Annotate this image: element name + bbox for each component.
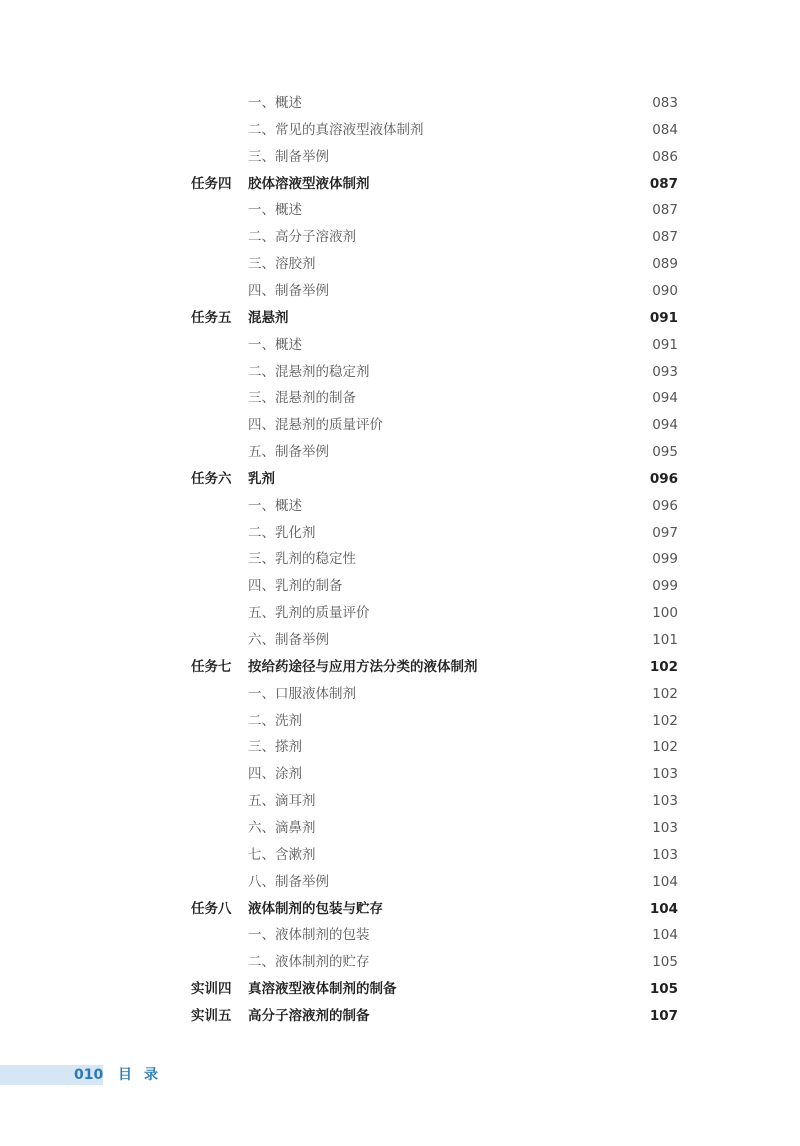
toc-entry-page-number: 086	[652, 148, 678, 165]
toc-section-entry[interactable]	[0, 520, 800, 547]
toc-section-entry[interactable]	[0, 493, 800, 520]
toc-chapter-entry[interactable]	[0, 976, 800, 1003]
toc-entry-title: 胶体溶液型液体制剂	[248, 175, 370, 192]
toc-entry-page-number: 102	[652, 712, 678, 729]
toc-entry-title: 三、乳剂的稳定性	[248, 551, 356, 568]
toc-chapter-entry[interactable]	[0, 896, 800, 923]
toc-entry-page-number: 104	[652, 927, 678, 944]
toc-entry-title: 三、混悬剂的制备	[248, 390, 356, 407]
toc-chapter-entry[interactable]	[0, 654, 800, 681]
toc-entry-page-number: 096	[649, 470, 678, 487]
toc-entry-prefix: 实训四	[191, 981, 232, 998]
toc-section-entry[interactable]	[0, 815, 800, 842]
toc-section-entry[interactable]	[0, 600, 800, 627]
toc-section-entry[interactable]	[0, 573, 800, 600]
toc-entry-title: 二、洗剂	[248, 712, 302, 729]
toc-entry-page-number: 102	[649, 658, 678, 675]
toc-section-entry[interactable]	[0, 332, 800, 359]
toc-entry-title: 一、概述	[248, 202, 302, 219]
toc-entry-page-number: 095	[652, 444, 678, 461]
toc-chapter-entry[interactable]	[0, 1003, 800, 1030]
toc-entry-page-number: 090	[652, 282, 678, 299]
toc-section-entry[interactable]	[0, 788, 800, 815]
toc-entry-title: 一、概述	[248, 95, 302, 111]
toc-entry-page-number: 083	[652, 95, 678, 111]
toc-entry-prefix: 实训五	[191, 1007, 232, 1024]
toc-entry-page-number: 099	[652, 551, 678, 568]
toc-entry-page-number: 103	[652, 846, 678, 863]
toc-entry-prefix: 任务四	[191, 175, 232, 192]
toc-section-entry[interactable]	[0, 117, 800, 144]
toc-section-entry[interactable]	[0, 412, 800, 439]
toc-entry-page-number: 089	[652, 256, 678, 273]
toc-entry-title: 一、液体制剂的包装	[248, 927, 370, 944]
toc-section-entry[interactable]	[0, 734, 800, 761]
toc-entry-title: 二、乳化剂	[248, 524, 316, 541]
toc-entry-page-number: 091	[649, 309, 678, 326]
toc-entry-page-number: 102	[652, 685, 678, 702]
toc-entry-page-number: 094	[652, 417, 678, 434]
toc-entry-page-number: 107	[649, 1007, 678, 1024]
toc-chapter-entry[interactable]	[0, 466, 800, 493]
toc-section-entry[interactable]	[0, 197, 800, 224]
toc-entry-page-number: 097	[652, 524, 678, 541]
toc-entry-title: 三、溶胶剂	[248, 256, 316, 273]
footer-section-title: 目录	[118, 1067, 170, 1083]
toc-entry-title: 混悬剂	[248, 309, 289, 326]
toc-entry-title: 乳剂	[248, 470, 275, 487]
toc-entry-title: 液体制剂的包装与贮存	[248, 900, 383, 917]
toc-entry-page-number: 100	[652, 605, 678, 622]
toc-entry-title: 按给药途径与应用方法分类的液体制剂	[248, 658, 478, 675]
toc-entry-title: 四、乳剂的制备	[248, 578, 343, 595]
toc-section-entry[interactable]	[0, 761, 800, 788]
toc-section-entry[interactable]	[0, 842, 800, 869]
toc-section-entry[interactable]	[0, 627, 800, 654]
toc-entry-page-number: 099	[652, 578, 678, 595]
toc-entry-title: 一、概述	[248, 497, 302, 514]
toc-section-entry[interactable]	[0, 546, 800, 573]
toc-section-entry[interactable]	[0, 278, 800, 305]
toc-entry-title: 六、制备举例	[248, 632, 329, 648]
toc-section-entry[interactable]	[0, 949, 800, 976]
toc-section-entry[interactable]	[0, 90, 800, 117]
toc-entry-page-number: 103	[652, 793, 678, 810]
toc-entry-title: 五、滴耳剂	[248, 793, 316, 810]
toc-entry-page-number: 105	[652, 954, 678, 971]
toc-entry-title: 一、口服液体制剂	[248, 685, 356, 702]
toc-entry-page-number: 101	[652, 632, 678, 648]
toc-section-entry[interactable]	[0, 359, 800, 386]
toc-entry-prefix: 任务八	[191, 900, 232, 917]
toc-section-entry[interactable]	[0, 144, 800, 171]
toc-chapter-entry[interactable]	[0, 305, 800, 332]
toc-entry-title: 高分子溶液剂的制备	[248, 1007, 370, 1024]
toc-entry-title: 七、含漱剂	[248, 846, 316, 863]
toc-entry-title: 三、搽剂	[248, 739, 302, 756]
toc-entry-prefix: 任务六	[191, 470, 232, 487]
toc-entry-title: 二、常见的真溶液型液体制剂	[248, 121, 424, 138]
toc-entry-page-number: 087	[649, 175, 678, 192]
toc-section-entry[interactable]	[0, 385, 800, 412]
toc-entry-page-number: 103	[652, 819, 678, 836]
toc-entry-title: 二、液体制剂的贮存	[248, 954, 370, 971]
toc-entry-prefix: 任务五	[191, 309, 232, 326]
toc-entry-title: 八、制备举例	[248, 873, 329, 890]
toc-entry-prefix: 任务七	[191, 658, 232, 675]
toc-section-entry[interactable]	[0, 681, 800, 708]
toc-chapter-entry[interactable]	[0, 171, 800, 198]
toc-entry-title: 真溶液型液体制剂的制备	[248, 981, 397, 998]
toc-section-entry[interactable]	[0, 869, 800, 896]
toc-entry-title: 二、高分子溶液剂	[248, 229, 356, 246]
toc-entry-page-number: 102	[652, 739, 678, 756]
footer-page-number: 010	[74, 1067, 104, 1083]
toc-entry-page-number: 096	[652, 497, 678, 514]
toc-section-entry[interactable]	[0, 922, 800, 949]
toc-section-entry[interactable]	[0, 439, 800, 466]
toc-entry-page-number: 104	[652, 873, 678, 890]
toc-entry-page-number: 104	[649, 900, 678, 917]
toc-section-entry[interactable]	[0, 224, 800, 251]
toc-entry-page-number: 093	[652, 363, 678, 380]
toc-entry-title: 五、乳剂的质量评价	[248, 605, 370, 622]
toc-entry-page-number: 091	[652, 336, 678, 353]
toc-section-entry[interactable]	[0, 251, 800, 278]
toc-entry-page-number: 103	[652, 766, 678, 783]
toc-entry-page-number: 084	[652, 121, 678, 138]
toc-entry-title: 二、混悬剂的稳定剂	[248, 363, 370, 380]
toc-entry-page-number: 094	[652, 390, 678, 407]
toc-section-entry[interactable]	[0, 708, 800, 735]
toc-entry-page-number: 087	[652, 202, 678, 219]
toc-entry-title: 三、制备举例	[248, 148, 329, 165]
toc-entry-page-number: 087	[652, 229, 678, 246]
toc-entry-title: 五、制备举例	[248, 444, 329, 461]
toc-entry-title: 四、混悬剂的质量评价	[248, 417, 383, 434]
toc-entry-title: 四、制备举例	[248, 282, 329, 299]
toc-entry-page-number: 105	[649, 981, 678, 998]
toc-entry-title: 六、滴鼻剂	[248, 819, 316, 836]
toc-entry-title: 一、概述	[248, 336, 302, 353]
toc-entry-title: 四、涂剂	[248, 766, 302, 783]
